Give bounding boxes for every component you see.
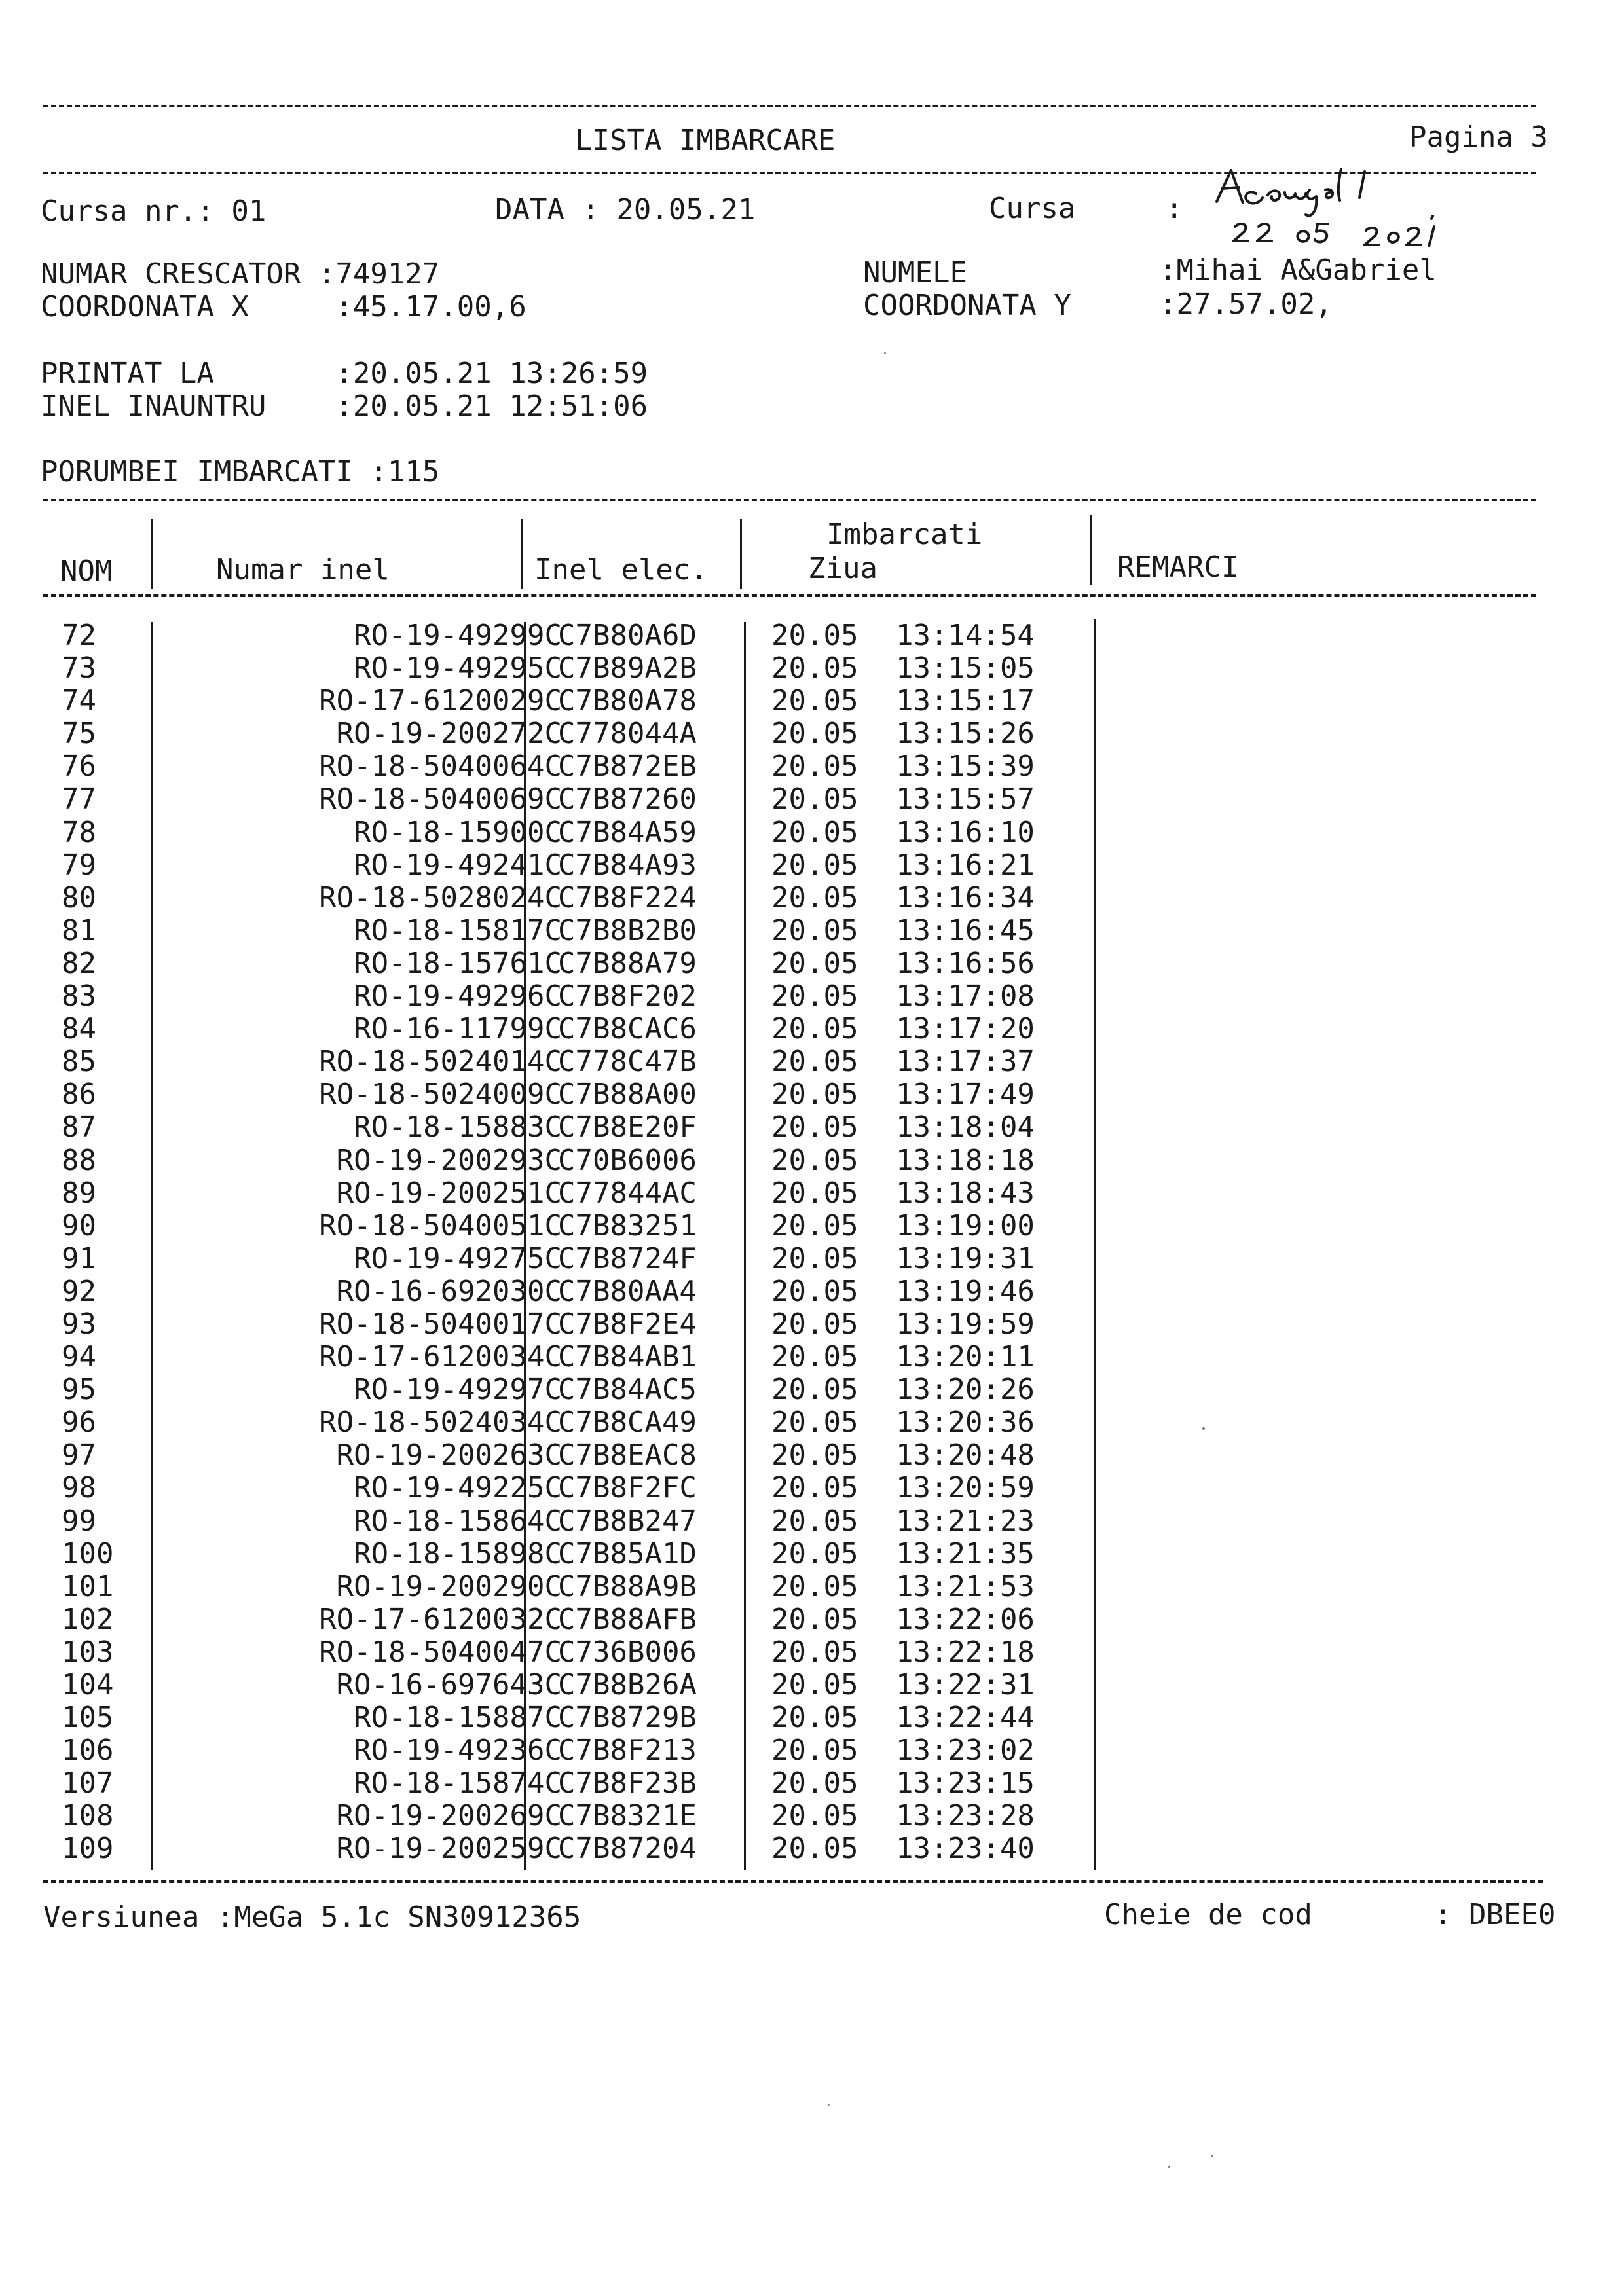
boarding-day: 20.05 xyxy=(771,684,858,718)
ring-number: RO-18-15887C xyxy=(354,1701,562,1735)
electronic-ring: C7B80A78 xyxy=(558,684,697,718)
table-row xyxy=(43,783,1156,816)
ring-number: RO-18-15761C xyxy=(354,946,562,980)
ring-number: RO-19-49296C xyxy=(354,979,562,1013)
boarding-time: 13:21:53 xyxy=(896,1569,1035,1603)
electronic-ring: C7B84A93 xyxy=(558,848,697,882)
boarding-time: 13:18:18 xyxy=(896,1143,1035,1177)
pigeon-position: 94 xyxy=(62,1340,96,1374)
cursa-number: Cursa nr.: 01 xyxy=(41,194,267,228)
electronic-ring: C7B8E20F xyxy=(558,1110,697,1144)
table-row xyxy=(43,882,1156,915)
boarding-time: 13:22:06 xyxy=(896,1602,1035,1636)
column-header-ziua: Ziua xyxy=(808,552,877,585)
electronic-ring: C7B8F213 xyxy=(558,1734,697,1768)
ring-number: RO-16-692030C xyxy=(336,1274,562,1308)
table-row xyxy=(43,685,1156,718)
boarding-day: 20.05 xyxy=(771,1209,858,1243)
pigeon-position: 92 xyxy=(62,1274,96,1308)
electronic-ring: C7B8B26A xyxy=(558,1668,697,1702)
pigeon-position: 108 xyxy=(62,1799,114,1833)
pigeon-position: 97 xyxy=(62,1438,96,1472)
ring-number: RO-18-5040047C xyxy=(319,1635,562,1669)
electronic-ring: C7B8B2B0 xyxy=(558,913,697,947)
ring-number: RO-18-15898C xyxy=(354,1537,562,1571)
electronic-ring: C7B872EB xyxy=(558,750,697,784)
boarding-day: 20.05 xyxy=(771,848,858,882)
printed-at: PRINTAT LA :20.05.21 13:26:59 xyxy=(41,357,648,390)
electronic-ring: C7B8F2FC xyxy=(558,1471,697,1505)
ring-number: RO-19-200293C xyxy=(336,1143,562,1177)
table-row xyxy=(43,1734,1156,1767)
pigeon-position: 102 xyxy=(62,1602,114,1636)
boarding-day: 20.05 xyxy=(771,619,858,652)
boarding-time: 13:20:48 xyxy=(896,1438,1035,1472)
pigeon-position: 90 xyxy=(62,1209,96,1243)
ring-number: RO-18-15817C xyxy=(354,913,562,947)
cursa-label: Cursa xyxy=(989,192,1076,225)
boarding-day: 20.05 xyxy=(771,750,858,784)
boarding-day: 20.05 xyxy=(771,881,858,915)
boarding-time: 13:21:35 xyxy=(896,1537,1035,1571)
electronic-ring: C7B88AFB xyxy=(558,1602,697,1636)
pigeon-position: 106 xyxy=(62,1734,114,1768)
table-row xyxy=(43,1702,1156,1734)
ring-number: RO-18-5040017C xyxy=(319,1307,562,1341)
electronic-ring: C7B83251 xyxy=(558,1209,697,1243)
table-row xyxy=(43,1374,1156,1406)
pigeon-position: 74 xyxy=(62,684,96,718)
ring-number: RO-18-5024014C xyxy=(319,1045,562,1079)
electronic-ring: C7B87260 xyxy=(558,782,697,816)
scan-speck xyxy=(1168,2166,1170,2168)
table-row xyxy=(43,816,1156,849)
boarding-day: 20.05 xyxy=(771,1537,858,1571)
pigeon-position: 107 xyxy=(62,1766,114,1800)
electronic-ring: C7B8EAC8 xyxy=(558,1438,697,1472)
electronic-ring: C7B87204 xyxy=(558,1832,697,1866)
ring-number: RO-19-49241C xyxy=(354,848,562,882)
breeder-name-label: NUMELE xyxy=(863,256,967,289)
boarding-day: 20.05 xyxy=(771,1406,858,1440)
boarding-day: 20.05 xyxy=(771,979,858,1013)
pigeon-position: 93 xyxy=(62,1307,96,1341)
electronic-ring: C7B89A2B xyxy=(558,651,697,685)
column-header-nom: NOM xyxy=(60,555,113,588)
table-header-divider xyxy=(43,594,1536,597)
pigeon-position: 98 xyxy=(62,1471,96,1505)
boarding-time: 13:15:57 xyxy=(896,782,1035,816)
pigeon-position: 76 xyxy=(62,750,96,784)
pigeon-position: 72 xyxy=(62,619,96,652)
pigeon-position: 100 xyxy=(62,1537,114,1571)
pigeon-position: 78 xyxy=(62,815,96,849)
pigeon-position: 96 xyxy=(62,1406,96,1440)
ring-number: RO-16-11799C xyxy=(354,1012,562,1046)
table-row xyxy=(43,1177,1156,1210)
boarding-time: 13:14:54 xyxy=(896,619,1035,652)
ring-number: RO-19-49295C xyxy=(354,651,562,685)
electronic-ring: C7B84A59 xyxy=(558,815,697,849)
ring-number: RO-19-200272C xyxy=(336,717,562,751)
ring-number: RO-18-5024009C xyxy=(319,1078,562,1112)
ring-number: RO-18-15874C xyxy=(354,1766,562,1800)
ring-number: RO-19-49297C xyxy=(354,1373,562,1407)
boarding-day: 20.05 xyxy=(771,1504,858,1538)
boarding-time: 13:21:23 xyxy=(896,1504,1035,1538)
boarding-day: 20.05 xyxy=(771,913,858,947)
pigeons-boarded: PORUMBEI IMBARCATI :115 xyxy=(41,455,440,488)
table-row xyxy=(43,619,1156,652)
coordinate-x: COORDONATA X :45.17.00,6 xyxy=(41,290,526,323)
breeder-name: :Mihai A&Gabriel xyxy=(1159,253,1437,287)
pigeon-position: 101 xyxy=(62,1569,114,1603)
table-bottom-divider xyxy=(43,1880,1543,1883)
pigeon-position: 88 xyxy=(62,1143,96,1177)
boarding-day: 20.05 xyxy=(771,1045,858,1079)
electronic-ring: C70B6006 xyxy=(558,1143,697,1177)
ring-number: RO-18-5024034C xyxy=(319,1406,562,1440)
table-row xyxy=(43,1275,1156,1308)
breeder-number: NUMAR CRESCATOR :749127 xyxy=(41,257,440,291)
boarding-time: 13:16:45 xyxy=(896,913,1035,947)
electronic-ring: C736B006 xyxy=(558,1635,697,1669)
coordinate-y-label: COORDONATA Y xyxy=(863,289,1071,322)
boarding-time: 13:23:02 xyxy=(896,1734,1035,1768)
boarding-time: 13:20:26 xyxy=(896,1373,1035,1407)
boarding-time: 13:15:17 xyxy=(896,684,1035,718)
pigeon-position: 109 xyxy=(62,1832,114,1866)
table-row xyxy=(43,1308,1156,1341)
boarding-day: 20.05 xyxy=(771,1307,858,1341)
handwritten-cursa-note xyxy=(1205,164,1545,262)
pigeon-position: 82 xyxy=(62,946,96,980)
pigeon-position: 80 xyxy=(62,881,96,915)
ring-number: RO-17-6120032C xyxy=(319,1602,562,1636)
ring-number: RO-18-5040064C xyxy=(319,750,562,784)
scan-speck xyxy=(828,2104,830,2106)
table-row xyxy=(43,849,1156,882)
table-top-divider xyxy=(43,499,1536,501)
column-header-numar-inel: Numar inel xyxy=(216,553,390,587)
boarding-time: 13:16:10 xyxy=(896,815,1035,849)
boarding-day: 20.05 xyxy=(771,1569,858,1603)
column-separator xyxy=(740,519,742,589)
table-row xyxy=(43,980,1156,1013)
pigeon-position: 75 xyxy=(62,717,96,751)
boarding-day: 20.05 xyxy=(771,946,858,980)
code-key-value: : DBEE0 xyxy=(1434,1898,1556,1931)
boarding-time: 13:17:37 xyxy=(896,1045,1035,1079)
boarding-day: 20.05 xyxy=(771,651,858,685)
electronic-ring: C7B8729B xyxy=(558,1701,697,1735)
table-row xyxy=(43,1439,1156,1472)
boarding-day: 20.05 xyxy=(771,782,858,816)
table-row xyxy=(43,915,1156,947)
boarding-time: 13:15:05 xyxy=(896,651,1035,685)
ring-number: RO-19-200290C xyxy=(336,1569,562,1603)
table-row xyxy=(43,1669,1156,1702)
pigeon-position: 95 xyxy=(62,1373,96,1407)
table-row xyxy=(43,1046,1156,1078)
ring-number: RO-19-49299C xyxy=(354,619,562,652)
boarding-time: 13:19:00 xyxy=(896,1209,1035,1243)
top-divider xyxy=(43,105,1536,107)
ring-number: RO-17-6120034C xyxy=(319,1340,562,1374)
table-row xyxy=(43,718,1156,750)
pigeon-position: 77 xyxy=(62,782,96,816)
pigeon-position: 89 xyxy=(62,1176,96,1210)
table-row xyxy=(43,1341,1156,1374)
boarding-time: 13:20:36 xyxy=(896,1406,1035,1440)
boarding-time: 13:18:04 xyxy=(896,1110,1035,1144)
boarding-time: 13:22:18 xyxy=(896,1635,1035,1669)
electronic-ring: C7B8F202 xyxy=(558,979,697,1013)
boarding-time: 13:16:34 xyxy=(896,881,1035,915)
boarding-day: 20.05 xyxy=(771,815,858,849)
boarding-day: 20.05 xyxy=(771,1373,858,1407)
column-separator xyxy=(151,519,153,589)
boarding-time: 13:22:44 xyxy=(896,1701,1035,1735)
electronic-ring: C7B80A6D xyxy=(558,619,697,652)
boarding-day: 20.05 xyxy=(771,1766,858,1800)
column-separator xyxy=(1090,515,1092,585)
boarding-day: 20.05 xyxy=(771,1340,858,1374)
table-row xyxy=(43,1111,1156,1144)
ring-number: RO-16-697643C xyxy=(336,1668,562,1702)
boarding-time: 13:23:40 xyxy=(896,1832,1035,1866)
table-row xyxy=(43,750,1156,783)
boarding-day: 20.05 xyxy=(771,1832,858,1866)
table-row xyxy=(43,1144,1156,1177)
boarding-time: 13:17:08 xyxy=(896,979,1035,1013)
boarding-day: 20.05 xyxy=(771,1143,858,1177)
electronic-ring: C7B8321E xyxy=(558,1799,697,1833)
page-number: Pagina 3 xyxy=(1409,120,1548,154)
electronic-ring: C7B8CA49 xyxy=(558,1406,697,1440)
table-row xyxy=(43,1767,1156,1800)
pigeon-position: 83 xyxy=(62,979,96,1013)
boarding-time: 13:23:28 xyxy=(896,1799,1035,1833)
table-row xyxy=(43,1571,1156,1603)
boarding-time: 13:18:43 xyxy=(896,1176,1035,1210)
table-row xyxy=(43,947,1156,980)
electronic-ring: C7B88A00 xyxy=(558,1078,697,1112)
table-row xyxy=(43,1603,1156,1636)
electronic-ring: C7B8724F xyxy=(558,1241,697,1275)
electronic-ring: C7B8F224 xyxy=(558,881,697,915)
ring-number: RO-19-200259C xyxy=(336,1832,562,1866)
boarding-day: 20.05 xyxy=(771,1241,858,1275)
boarding-time: 13:15:39 xyxy=(896,750,1035,784)
pigeon-position: 99 xyxy=(62,1504,96,1538)
boarding-day: 20.05 xyxy=(771,1701,858,1735)
table-row xyxy=(43,1013,1156,1046)
boarding-day: 20.05 xyxy=(771,1176,858,1210)
table-row xyxy=(43,1538,1156,1571)
ring-number: RO-18-5040051C xyxy=(319,1209,562,1243)
electronic-ring: C7B8F2E4 xyxy=(558,1307,697,1341)
boarding-time: 13:22:31 xyxy=(896,1668,1035,1702)
boarding-time: 13:19:46 xyxy=(896,1274,1035,1308)
ring-number: RO-19-49236C xyxy=(354,1734,562,1768)
boarding-day: 20.05 xyxy=(771,1438,858,1472)
ring-number: RO-18-15900C xyxy=(354,815,562,849)
pigeon-position: 103 xyxy=(62,1635,114,1669)
boarding-day: 20.05 xyxy=(771,1471,858,1505)
pigeon-position: 81 xyxy=(62,913,96,947)
boarding-time: 13:19:59 xyxy=(896,1307,1035,1341)
ring-number: RO-19-200263C xyxy=(336,1438,562,1472)
column-header-imbarcati: Imbarcati xyxy=(826,518,983,551)
boarding-day: 20.05 xyxy=(771,1078,858,1112)
column-header-inel-elec: Inel elec. xyxy=(534,553,708,587)
scan-speck xyxy=(1211,2155,1213,2157)
ring-number: RO-19-49275C xyxy=(354,1241,562,1275)
electronic-ring: C7B8B247 xyxy=(558,1504,697,1538)
electronic-ring: C7B88A9B xyxy=(558,1569,697,1603)
boarding-time: 13:20:11 xyxy=(896,1340,1035,1374)
pigeon-position: 84 xyxy=(62,1012,96,1046)
table-row xyxy=(43,1210,1156,1243)
pigeon-position: 86 xyxy=(62,1078,96,1112)
table-row xyxy=(43,1832,1156,1865)
boarding-day: 20.05 xyxy=(771,1668,858,1702)
electronic-ring: C7B8CAC6 xyxy=(558,1012,697,1046)
boarding-time: 13:15:26 xyxy=(896,717,1035,751)
ring-number: RO-18-15883C xyxy=(354,1110,562,1144)
pigeon-position: 79 xyxy=(62,848,96,882)
boarding-time: 13:16:56 xyxy=(896,946,1035,980)
electronic-ring: C7B88A79 xyxy=(558,946,697,980)
table-row xyxy=(43,1636,1156,1669)
electronic-ring: C7B80AA4 xyxy=(558,1274,697,1308)
boarding-time: 13:16:21 xyxy=(896,848,1035,882)
table-row xyxy=(43,1243,1156,1275)
electronic-ring: C7B8F23B xyxy=(558,1766,697,1800)
pigeon-position: 105 xyxy=(62,1701,114,1735)
table-row xyxy=(43,1406,1156,1439)
boarding-day: 20.05 xyxy=(771,1012,858,1046)
pigeon-position: 85 xyxy=(62,1045,96,1079)
ring-number: RO-18-5028024C xyxy=(319,881,562,915)
cursa-colon: : xyxy=(1166,192,1183,225)
cursa-date: DATA : 20.05.21 xyxy=(495,193,756,227)
column-separator xyxy=(521,519,523,589)
ring-number: RO-19-200251C xyxy=(336,1176,562,1210)
pigeon-position: 104 xyxy=(62,1668,114,1702)
pigeon-position: 73 xyxy=(62,651,96,685)
pigeon-position: 87 xyxy=(62,1110,96,1144)
boarding-day: 20.05 xyxy=(771,717,858,751)
scan-speck xyxy=(884,352,886,354)
column-header-remarci: REMARCI xyxy=(1117,551,1239,584)
table-row xyxy=(43,1505,1156,1538)
electronic-ring: C77844AC xyxy=(558,1176,697,1210)
boarding-time: 13:23:15 xyxy=(896,1766,1035,1800)
boarding-time: 13:19:31 xyxy=(896,1241,1035,1275)
boarding-day: 20.05 xyxy=(771,1635,858,1669)
boarding-day: 20.05 xyxy=(771,1734,858,1768)
ring-number: RO-17-6120029C xyxy=(319,684,562,718)
coordinate-y: :27.57.02, xyxy=(1159,287,1333,321)
electronic-ring: C7B84AC5 xyxy=(558,1373,697,1407)
ring-number: RO-18-5040069C xyxy=(319,782,562,816)
electronic-ring: C778C47B xyxy=(558,1045,697,1079)
page-title: LISTA IMBARCARE xyxy=(575,124,836,157)
boarding-table-body xyxy=(43,619,1156,1866)
boarding-day: 20.05 xyxy=(771,1110,858,1144)
boarding-day: 20.05 xyxy=(771,1799,858,1833)
electronic-ring: C7B85A1D xyxy=(558,1537,697,1571)
ring-number: RO-19-200269C xyxy=(336,1799,562,1833)
boarding-day: 20.05 xyxy=(771,1602,858,1636)
electronic-ring: C7B84AB1 xyxy=(558,1340,697,1374)
ring-number: RO-19-49225C xyxy=(354,1471,562,1505)
boarding-day: 20.05 xyxy=(771,1274,858,1308)
code-key-label: Cheie de cod xyxy=(1104,1898,1312,1931)
boarding-time: 13:17:20 xyxy=(896,1012,1035,1046)
ring-number: RO-18-15864C xyxy=(354,1504,562,1538)
pigeon-position: 91 xyxy=(62,1241,96,1275)
table-row xyxy=(43,1078,1156,1111)
table-row xyxy=(43,1472,1156,1504)
table-row xyxy=(43,652,1156,685)
electronic-ring: C778044A xyxy=(558,717,697,751)
boarding-time: 13:20:59 xyxy=(896,1471,1035,1505)
table-row xyxy=(43,1800,1156,1832)
ring-inside: INEL INAUNTRU :20.05.21 12:51:06 xyxy=(41,390,648,423)
boarding-time: 13:17:49 xyxy=(896,1078,1035,1112)
software-version: Versiunea :MeGa 5.1c SN30912365 xyxy=(43,1901,581,1934)
scan-speck xyxy=(1202,1427,1205,1430)
